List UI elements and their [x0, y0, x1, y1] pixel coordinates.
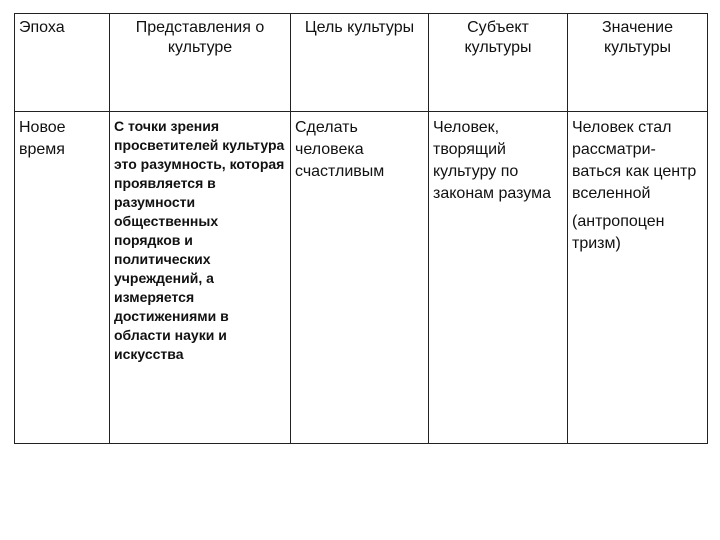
cell-significance — [568, 112, 708, 444]
cell-representation: С точки зрения просветителей культура это разумность, которая проявляется в разумности общественных порядков и политических учреждений, а измеряется достижениями в области науки и искусства — [110, 112, 291, 444]
header-row — [15, 14, 708, 112]
header-subject: Субъект культуры — [429, 14, 568, 112]
cell-goal: Сделать человека счастливым — [291, 112, 429, 444]
header-significance: Значение культуры — [568, 14, 708, 112]
table-row — [15, 112, 708, 444]
culture-table — [14, 13, 708, 444]
significance-term: (антропоцен тризм) — [572, 213, 665, 252]
cell-subject: Человек, творящий культуру по законам разума — [429, 112, 568, 444]
cell-epoch: Новое время — [15, 112, 110, 444]
header-representation: Представления о культуре — [110, 14, 291, 112]
significance-text: Человек стал рассматри-ваться как центр вселенной — [572, 119, 697, 202]
header-goal: Цель культуры — [291, 14, 429, 112]
header-epoch: Эпоха — [15, 14, 110, 112]
